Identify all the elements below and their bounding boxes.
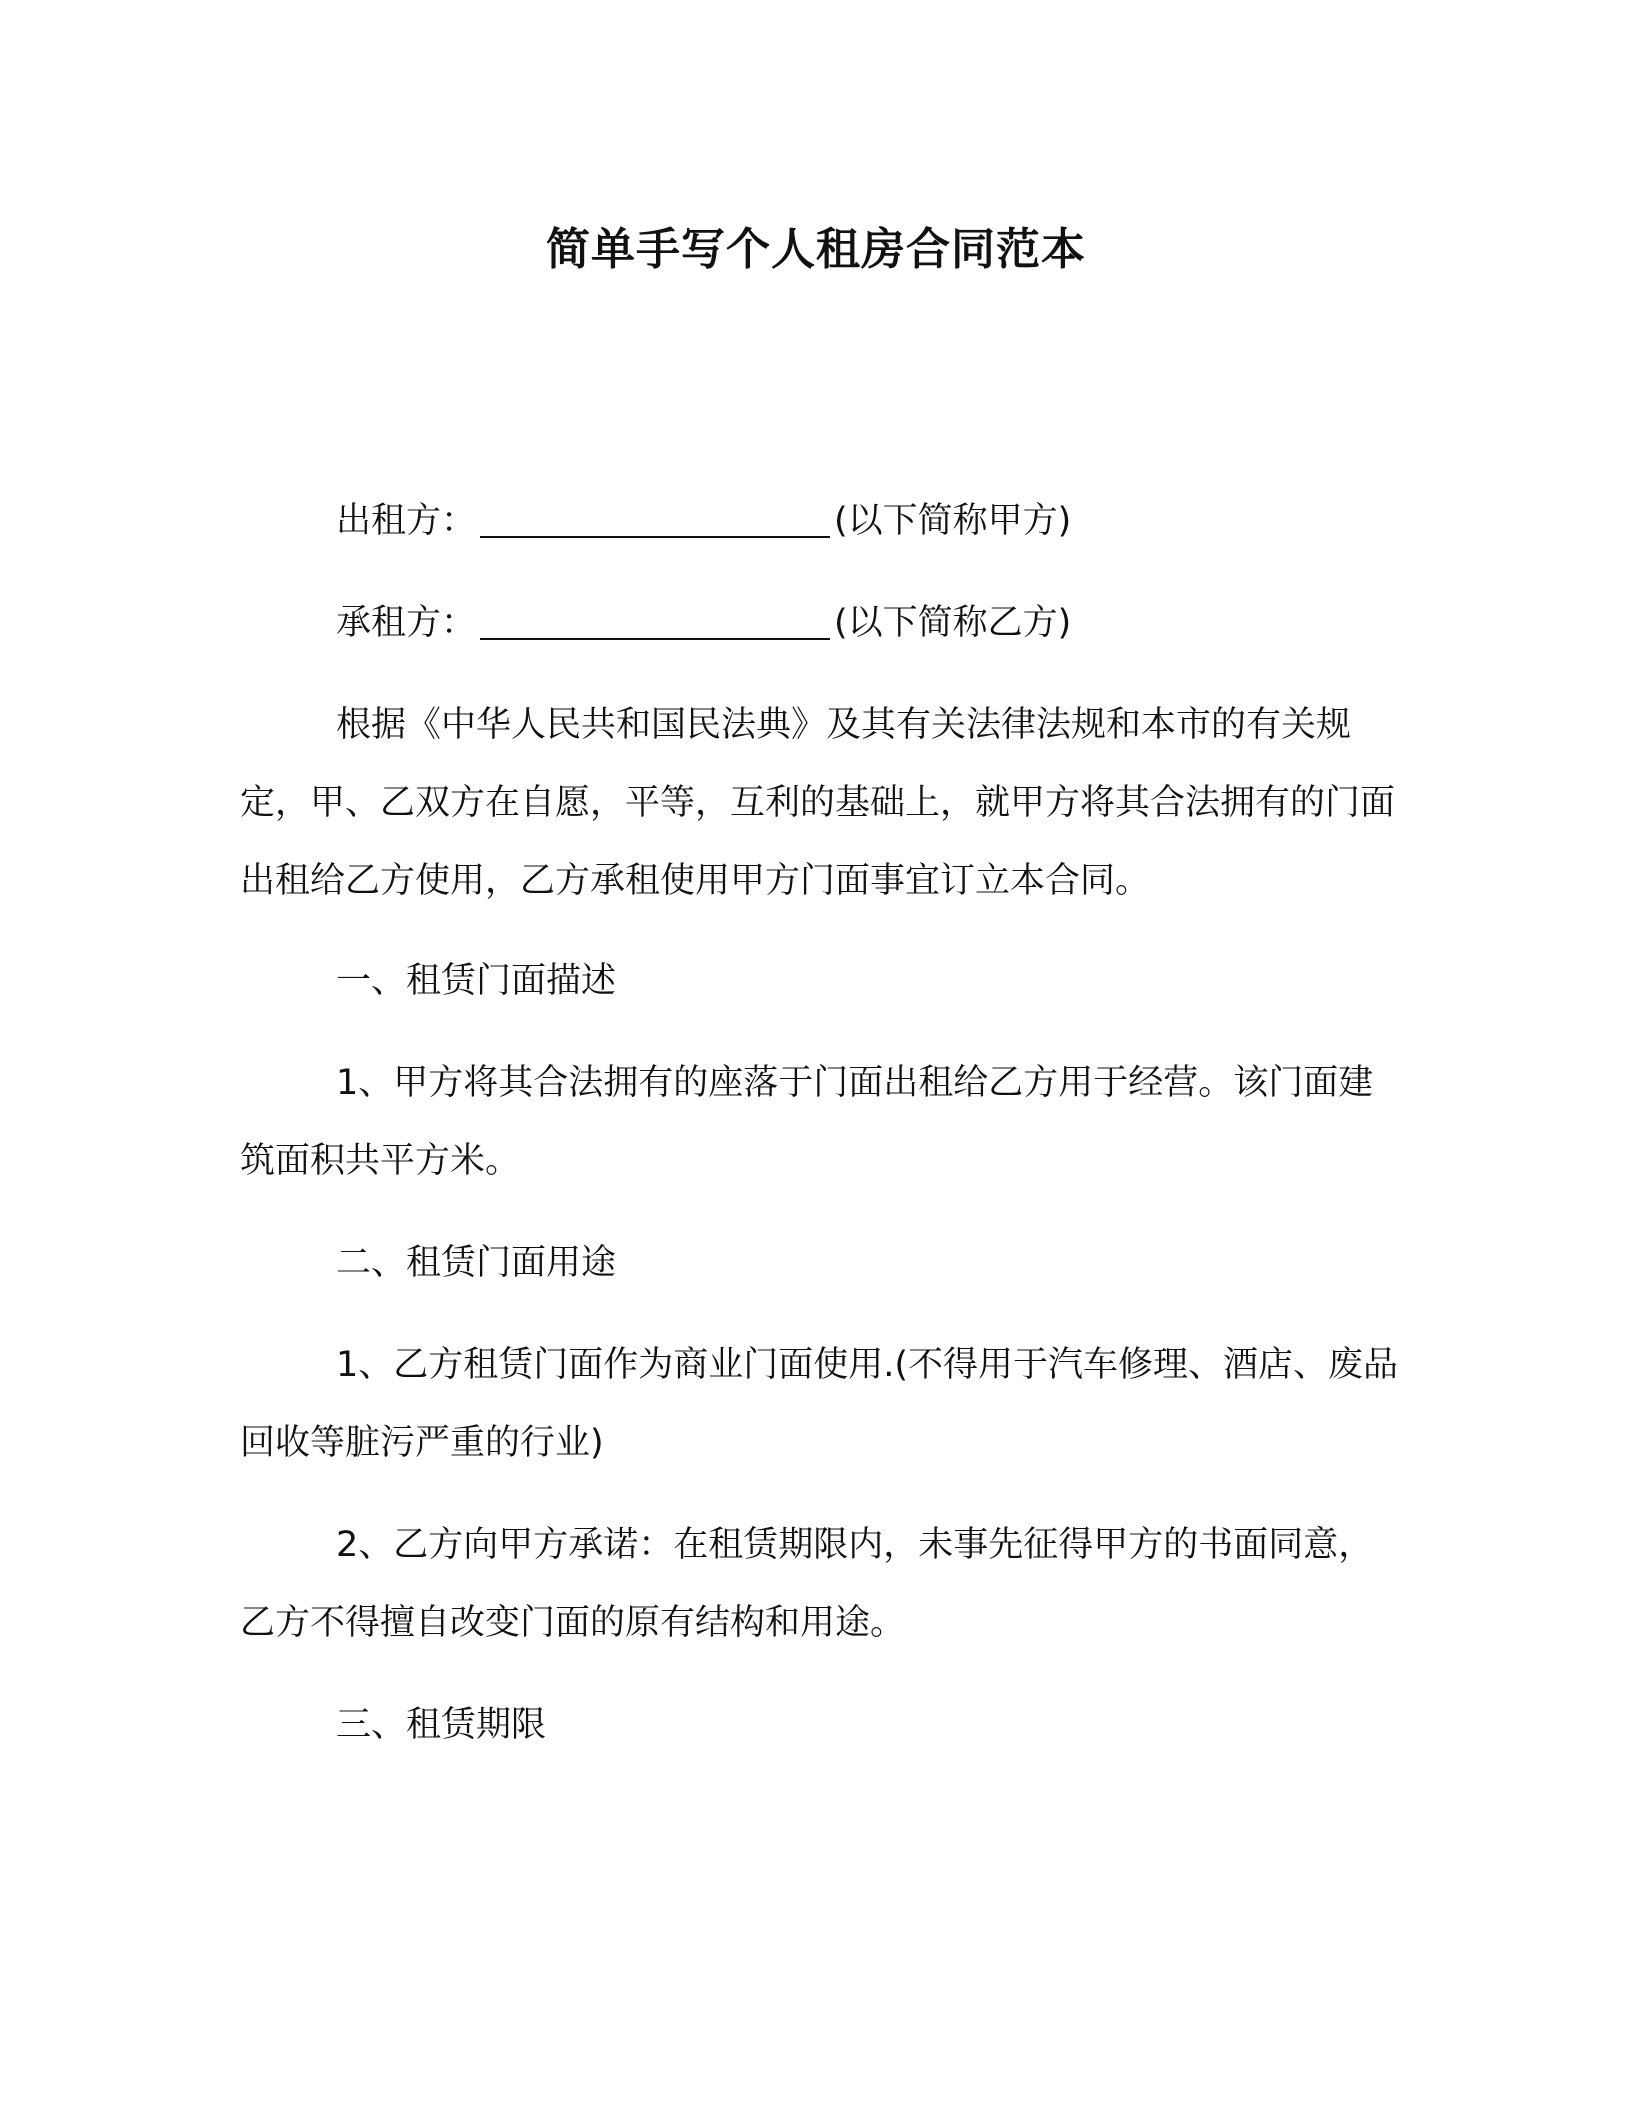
section-2-item-1: 1、乙方租赁门面作为商业门面使用.(不得用于汽车修理、酒店、废品回收等脏污严重的行业)	[240, 1345, 1399, 1463]
lessee-label: 承租方：	[336, 603, 477, 643]
section-2-item-2: 2、乙方向甲方承诺：在租赁期限内，未事先征得甲方的书面同意，乙方不得擅自改变门面的原有结构和用途。	[240, 1525, 1374, 1643]
section-heading-2: 二、租赁门面用途	[336, 1243, 617, 1283]
preamble-paragraph: 根据《中华人民共和国民法典》及其有关法律法规和本市的有关规定，甲、乙双方在自愿，平等，互利的基础上，就甲方将其合法拥有的门面出租给乙方使用，乙方承租使用甲方门面事宜订立本合同。	[240, 705, 1396, 901]
lessor-blank-field	[480, 500, 830, 538]
section-heading-3: 三、租赁期限	[336, 1705, 547, 1745]
document-title: 简单手写个人租房合同范本	[546, 224, 1086, 275]
lessor-line	[240, 482, 1400, 560]
lessor-label: 出租方：	[336, 501, 477, 541]
section-heading-1: 一、租赁门面描述	[336, 961, 617, 1001]
lessor-suffix: (以下简称甲方)	[834, 501, 1072, 541]
lessee-suffix: (以下简称乙方)	[834, 603, 1072, 643]
section-1-item-1: 1、甲方将其合法拥有的座落于门面出租给乙方用于经营。该门面建筑面积共平方米。	[240, 1063, 1374, 1181]
lessee-blank-field	[480, 602, 830, 640]
lessee-line	[240, 584, 1400, 662]
